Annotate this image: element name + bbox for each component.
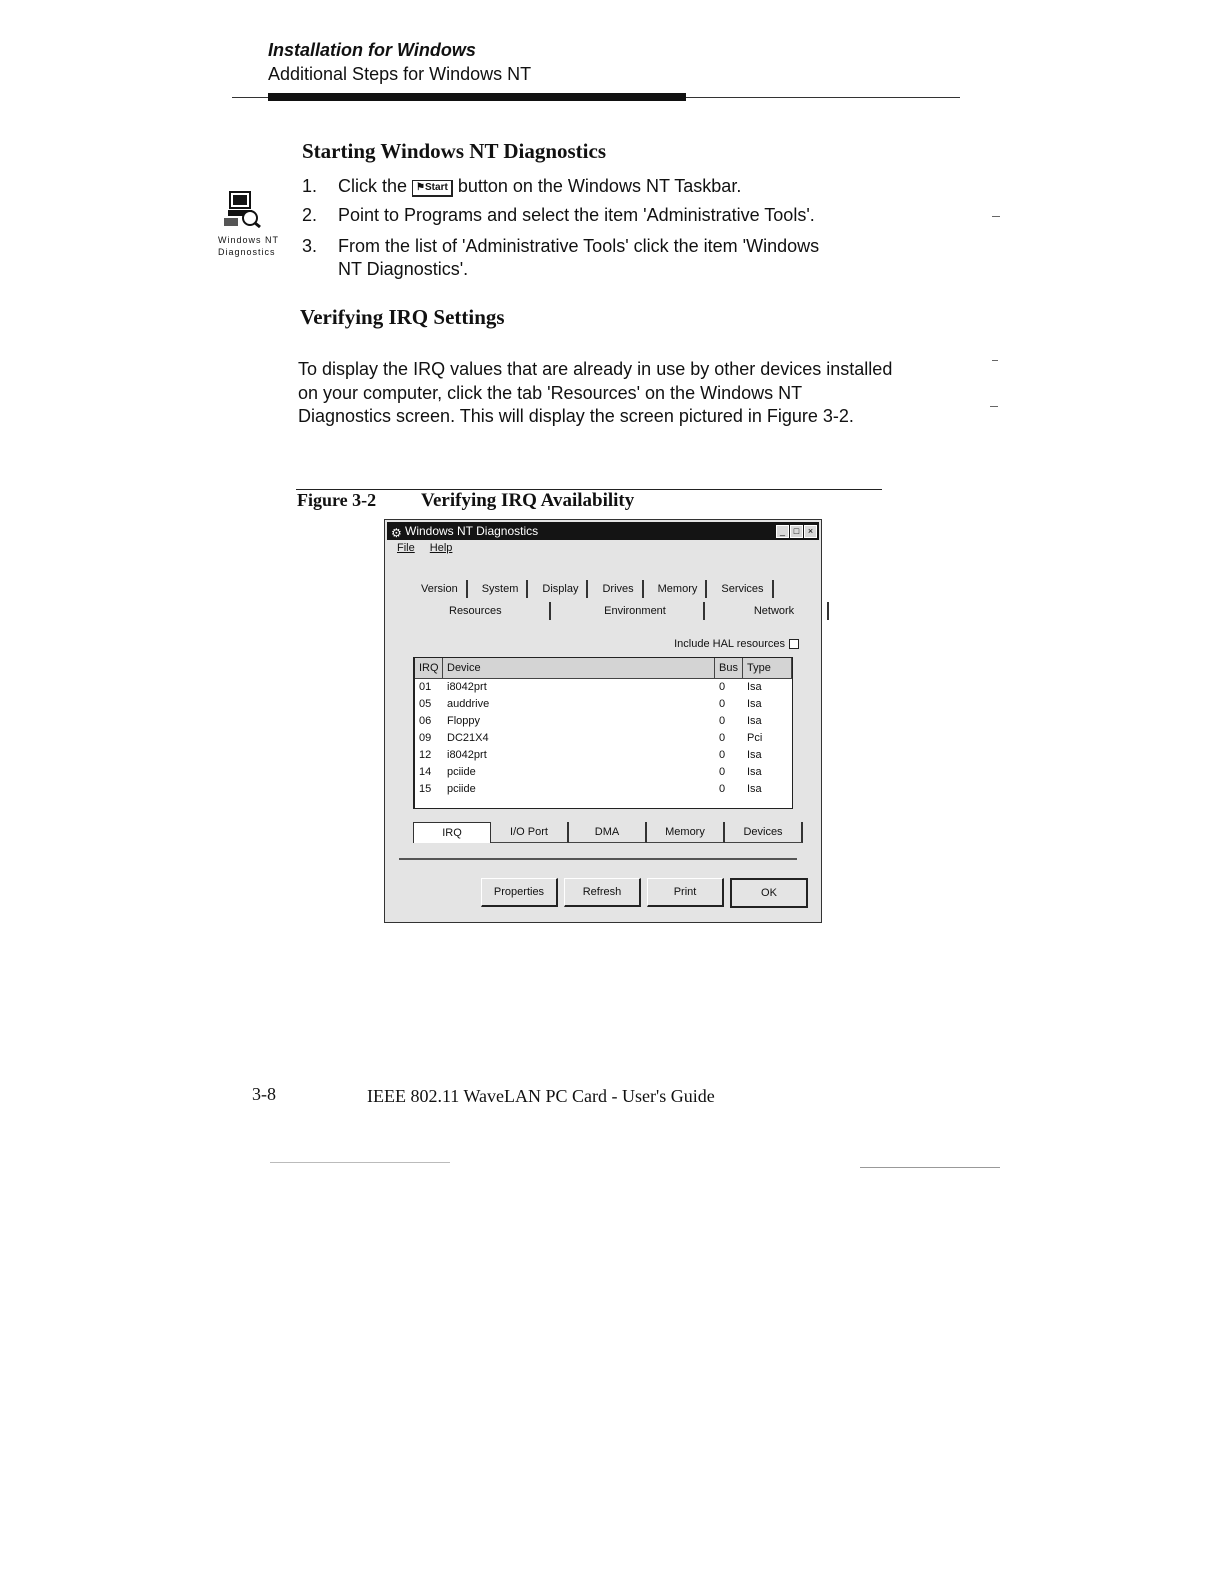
device-cell: DC21X4 (447, 732, 489, 744)
irq-cell: 06 (419, 715, 432, 727)
figure-number: Figure 3-2 (297, 490, 377, 510)
scan-mark (860, 1167, 1000, 1168)
irq-cell: 12 (419, 749, 432, 761)
menu-help[interactable]: Help (429, 542, 453, 554)
include-hal-option[interactable] (674, 638, 799, 650)
button-row (481, 878, 808, 908)
subtab-dma[interactable]: DMA (569, 822, 647, 843)
section-heading-irq: Verifying IRQ Settings (300, 305, 505, 329)
step-text: button on the Windows NT Taskbar. (457, 176, 742, 196)
refresh-button[interactable]: Refresh (564, 878, 641, 907)
device-cell: i8042prt (447, 681, 487, 693)
bus-cell: 0 (719, 766, 726, 778)
tab-network[interactable]: Network (721, 602, 829, 620)
scan-mark (992, 216, 1000, 217)
page-number: 3-8 (252, 1084, 276, 1104)
menu-file[interactable]: File (397, 542, 415, 554)
irq-cell: 01 (419, 681, 432, 693)
nt-diagnostics-window (384, 519, 822, 923)
step-2 (302, 205, 902, 229)
type-cell: Isa (747, 766, 762, 778)
menu-bar (397, 542, 464, 554)
irq-cell: 15 (419, 783, 432, 795)
table-row[interactable] (415, 713, 792, 730)
device-cell: i8042prt (447, 749, 487, 761)
bus-cell: 0 (719, 715, 726, 727)
irq-cell: 09 (419, 732, 432, 744)
step-text: Point to Programs and select the item 'Administrative Tools'. (338, 205, 815, 225)
close-icon[interactable]: × (804, 525, 817, 538)
windows-flag-icon: ⚑ (416, 182, 426, 193)
ok-button[interactable]: OK (730, 878, 808, 908)
device-cell: Floppy (447, 715, 481, 727)
list-header (415, 658, 792, 679)
step-number: 3. (302, 236, 318, 256)
icon-caption-line2: Diagnostics (218, 247, 276, 257)
type-cell: Isa (747, 681, 762, 693)
title-bar (387, 522, 819, 540)
table-row[interactable] (415, 781, 792, 798)
table-row[interactable] (415, 730, 792, 747)
device-cell: pciide (447, 783, 476, 795)
windows-nt-diagnostics-icon (222, 190, 262, 233)
table-row[interactable] (415, 679, 792, 696)
step-3 (302, 236, 902, 284)
print-button[interactable]: Print (647, 878, 724, 907)
scan-mark (270, 1162, 450, 1163)
tab-version[interactable]: Version (413, 580, 468, 598)
tab-row-2 (441, 602, 829, 620)
tab-row-1 (413, 580, 774, 598)
step-number: 1. (302, 176, 318, 196)
column-bus[interactable]: Bus (715, 658, 743, 678)
bus-cell: 0 (719, 698, 726, 710)
properties-button[interactable]: Properties (481, 878, 558, 907)
section-heading-starting: Starting Windows NT Diagnostics (302, 139, 606, 163)
type-cell: Pci (747, 732, 763, 744)
footer-title: IEEE 802.11 WaveLAN PC Card - User's Guide (367, 1086, 715, 1106)
running-header-title: Installation for Windows (268, 40, 476, 60)
column-irq[interactable]: IRQ (415, 658, 443, 678)
subtab-io-port[interactable]: I/O Port (491, 822, 569, 843)
tab-services[interactable]: Services (713, 580, 773, 598)
tab-memory[interactable]: Memory (650, 580, 708, 598)
device-cell: auddrive (447, 698, 490, 710)
tab-drives[interactable]: Drives (594, 580, 643, 598)
step-text: Click the (338, 176, 408, 196)
type-cell: Isa (747, 749, 762, 761)
device-cell: pciide (447, 766, 476, 778)
step-1 (302, 176, 902, 200)
scan-mark (990, 406, 998, 407)
scan-mark (992, 360, 998, 361)
type-cell: Isa (747, 698, 762, 710)
figure-title: Verifying IRQ Availability (421, 490, 635, 511)
type-cell: Isa (747, 783, 762, 795)
column-device[interactable]: Device (443, 658, 715, 678)
step-text-line1: From the list of 'Administrative Tools' click the item 'Windows (338, 236, 820, 256)
resource-subtabs (413, 822, 803, 843)
include-hal-checkbox[interactable] (789, 639, 799, 649)
start-button-label: Start (425, 182, 448, 193)
window-title: Windows NT Diagnostics (405, 524, 539, 538)
tab-environment[interactable]: Environment (567, 602, 705, 620)
tab-system[interactable]: System (474, 580, 529, 598)
app-icon: ⚙ (391, 526, 402, 540)
bus-cell: 0 (719, 732, 726, 744)
irq-cell: 05 (419, 698, 432, 710)
table-row[interactable] (415, 747, 792, 764)
start-button (412, 180, 453, 197)
tab-display[interactable]: Display (534, 580, 588, 598)
tab-resources[interactable]: Resources (441, 602, 551, 620)
step-text-line2: NT Diagnostics'. (338, 259, 469, 279)
include-hal-label: Include HAL resources (674, 638, 785, 650)
step-number: 2. (302, 205, 318, 225)
type-cell: Isa (747, 715, 762, 727)
irq-cell: 14 (419, 766, 432, 778)
maximize-icon[interactable]: □ (790, 525, 803, 538)
divider (399, 858, 797, 860)
body-paragraph: To display the IRQ values that are already in use by other devices installed on your computer, click the tab 'Resources' on the Windows NT Diagnostics screen. This will display the screen pictured in Figure 3-2. (298, 359, 893, 426)
icon-caption (218, 234, 279, 258)
table-row[interactable] (415, 696, 792, 713)
subtab-memory[interactable]: Memory (647, 822, 725, 843)
irq-list[interactable] (413, 657, 793, 809)
bus-cell: 0 (719, 749, 726, 761)
table-row[interactable] (415, 764, 792, 781)
subtab-irq[interactable]: IRQ (413, 822, 491, 843)
bus-cell: 0 (719, 783, 726, 795)
bus-cell: 0 (719, 681, 726, 693)
running-header-subtitle: Additional Steps for Windows NT (268, 64, 532, 84)
header-rule-thick (268, 93, 686, 101)
column-type[interactable]: Type (743, 658, 792, 678)
minimize-icon[interactable]: _ (776, 525, 789, 538)
subtab-devices[interactable]: Devices (725, 822, 803, 843)
icon-caption-line1: Windows NT (218, 235, 280, 245)
